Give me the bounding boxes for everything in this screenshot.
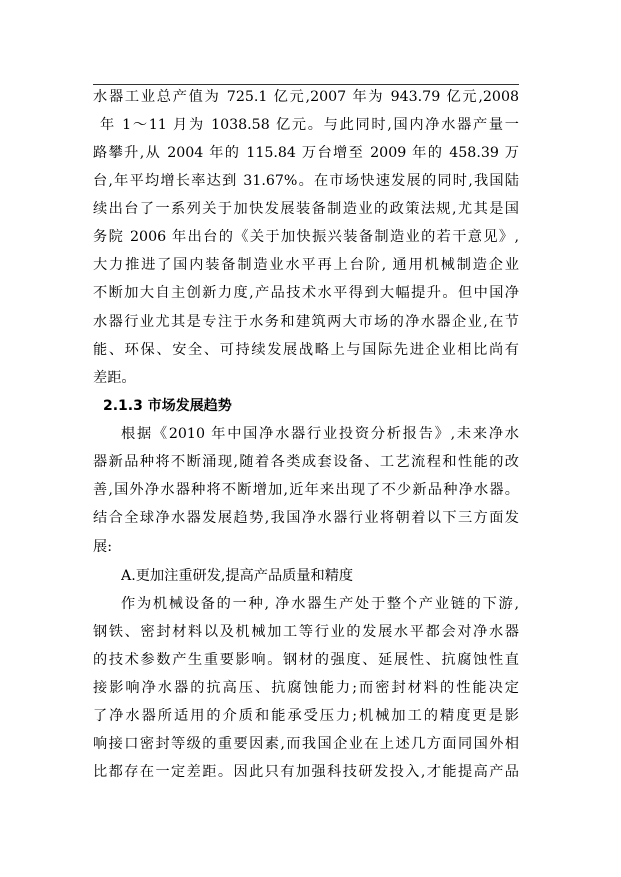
list-item-a: A.更加注重研发,提高产品质量和精度: [121, 568, 354, 584]
text-line: 能、环保、安全、可持续发展战略上与国际先进企业相比尚有: [93, 342, 519, 358]
text-line: 不断加大自主创新力度,产品技术水平得到大幅提升。但中国净: [93, 285, 519, 301]
text-line: 响接口密封等级的重要因素,而我国企业在上述几方面同国外相: [93, 736, 519, 752]
text-line: 比都存在一定差距。因此只有加强科技研发投入,才能提高产品: [93, 764, 519, 780]
text-line: 根据《2010 年中国净水器行业投资分析报告》,未来净水: [121, 426, 519, 442]
text-line: 差距。: [93, 370, 136, 386]
text-line: 续出台了一系列关于加快发展装备制造业的政策法规,尤其是国: [93, 201, 519, 217]
text-line: 路攀升,从 2004 年的 115.84 万台增至 2009 年的 458.39 万: [93, 145, 519, 161]
text-line: 结合全球净水器发展趋势,我国净水器行业将朝着以下三方面发: [93, 510, 519, 526]
text-line: 水器行业尤其是专注于水务和建筑两大市场的净水器企业,在节: [93, 314, 519, 330]
text-line: 台,年平均增长率达到 31.67%。在市场快速发展的同时,我国陆: [93, 173, 519, 189]
text-line: 大力推进了国内装备制造业水平再上台阶, 通用机械制造企业: [93, 257, 519, 273]
text-line: 作为机械设备的一种, 净水器生产处于整个产业链的下游,: [121, 596, 519, 612]
text-line: 务院 2006 年出台的《关于加快振兴装备制造业的若干意见》,: [93, 229, 519, 245]
text-line: 钢铁、密封材料以及机械加工等行业的发展水平都会对净水器: [93, 624, 519, 640]
text-line: 的技术参数产生重要影响。钢材的强度、延展性、抗腐蚀性直: [93, 652, 519, 668]
text-line: 水器工业总产值为 725.1 亿元,2007 年为 943.79 亿元,2008: [93, 89, 519, 105]
header-rule: [93, 84, 519, 85]
text-line: 接影响净水器的抗高压、抗腐蚀能力;而密封材料的性能决定: [93, 680, 519, 696]
text-line: 器新品种将不断涌现,随着各类成套设备、工艺流程和性能的改: [93, 454, 519, 470]
text-line: 了净水器所适用的介质和能承受压力;机械加工的精度更是影: [93, 708, 519, 724]
text-line: 善,国外净水器种将不断增加,近年来出现了不少新品种净水器。: [93, 482, 519, 498]
text-line: 年 1～11 月为 1038.58 亿元。与此同时,国内净水器产量一: [100, 117, 519, 133]
section-heading: 2.1.3 市场发展趋势: [103, 398, 232, 414]
text-line: 展:: [93, 539, 112, 555]
